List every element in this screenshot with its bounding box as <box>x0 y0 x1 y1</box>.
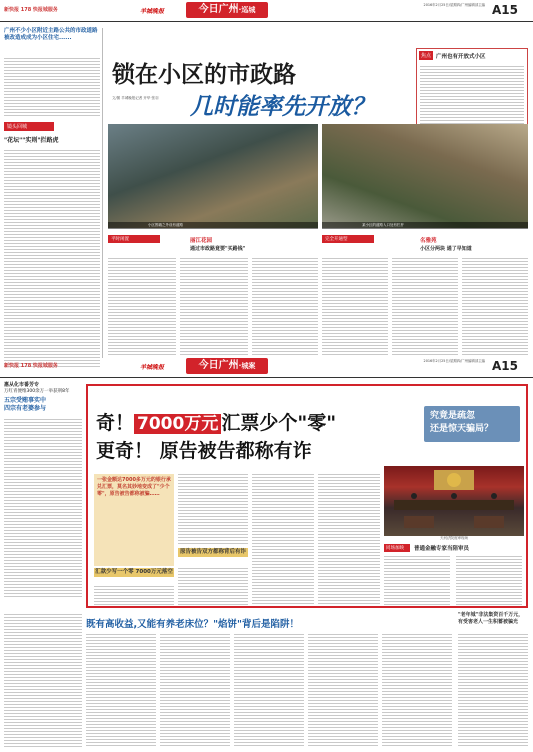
text-col-4 <box>322 256 388 356</box>
feature-box <box>86 384 528 608</box>
court-photo-illustration <box>384 466 524 536</box>
pullquote-1: 汇款少写一个零 7000万元落空 <box>95 569 173 575</box>
bottom-page-header <box>0 356 533 378</box>
expert-col-1 <box>384 554 450 606</box>
top-byline: 文/图 羊城晚报记者 开华 张羽 <box>112 96 159 100</box>
text-col-6 <box>462 256 528 356</box>
section-a-tag: 平时闲置 <box>108 235 160 243</box>
top-main-headline-2: 几时能率先开放？ <box>190 94 374 120</box>
feature-headline-pre: 奇！ <box>96 412 135 434</box>
side-section-tag: 镜头回城 <box>4 122 54 131</box>
lead-body-text <box>94 584 174 606</box>
side-headline-3: 五宗受贿事实中 <box>4 397 47 404</box>
bottom-col-3 <box>234 632 304 748</box>
side-body-text <box>4 417 82 597</box>
body-col-2 <box>178 472 248 546</box>
bottom-col-5 <box>382 632 452 748</box>
court-photo <box>384 466 524 536</box>
page-number: A15 <box>492 3 518 17</box>
section-b-tag: 完全开通型 <box>322 235 374 243</box>
feature-headline-amount: 7000万元 <box>134 414 221 434</box>
text-col-5 <box>392 256 458 356</box>
side-body-text <box>4 148 100 368</box>
side-text-block <box>4 56 100 116</box>
text-col-2 <box>180 256 248 356</box>
text-col-1 <box>108 256 176 356</box>
top-main-headline: 锁在小区的市政路 <box>112 62 296 88</box>
section-a-title: 丽江花园 <box>190 238 213 244</box>
side-sub-title: "花坛""实则"拦路虎 <box>4 137 59 144</box>
expert-col-2 <box>456 554 522 606</box>
bottom-col-2 <box>160 632 230 748</box>
top-photo-caption-1: 小区围墙之外设有道路 <box>108 222 318 229</box>
header-brand: 羊城晚报 <box>140 364 165 371</box>
side-headline-1: 惠从化市番芳专 <box>4 382 40 388</box>
masthead <box>186 358 268 374</box>
section-b-title: 名雅苑 <box>420 238 437 244</box>
feature-headline-2: 更奇！ 原告被告都称有诈 <box>96 440 312 462</box>
page-number: A15 <box>492 359 518 373</box>
text-col-3 <box>252 256 318 356</box>
header-left-ad: 新快报 178 快报城服务 <box>4 7 58 13</box>
body-col-2b <box>178 566 248 606</box>
bottom-side-column <box>4 382 82 608</box>
side-intro: 广州不少小区附近主路公共的市政道路被改造成成为小区住宅...... <box>4 28 98 41</box>
header-date: 2016年2月25日/星期四/广州编辑部主编 <box>423 359 485 363</box>
feature-headline <box>96 408 336 435</box>
top-photo-right <box>322 124 528 228</box>
bottom-col-4 <box>308 632 378 748</box>
expert-title: 普通金融专家当陪审员 <box>414 546 470 552</box>
question-tag <box>424 406 520 442</box>
bottom-col-1 <box>86 632 156 748</box>
question-tag-1: 究竟是疏忽 <box>430 411 476 421</box>
masthead <box>186 2 268 18</box>
body-col-3 <box>252 472 314 606</box>
section-b-sub: 小区分两块 通了早知道 <box>420 246 472 252</box>
top-page-header <box>0 0 533 22</box>
bottom-col-6 <box>458 632 528 748</box>
lead-text: 一张金额达7000多万元的银行承兑汇票，莫名其妙地变成了"少个零"，原告被告都称被骗…… <box>94 474 174 566</box>
bottom-headline-right: "老年城"非法集资百千万元，有受害老人一生积蓄被骗光 <box>458 612 524 625</box>
masthead-main: 今日广州 <box>198 4 239 15</box>
side-headline-4: 四宗有老婆参与 <box>4 405 47 412</box>
pullquote-2: 原告被告双方都称背后有诈 <box>179 549 246 555</box>
top-photo-caption-2: 某小区的道路入口处有栏杆 <box>322 222 528 229</box>
bottom-side-text <box>4 612 82 748</box>
right-box-tag: 焦点 <box>421 53 432 59</box>
side-headline-2: 万红青便维300余万一举获刑8年 <box>4 389 70 394</box>
section-a-sub: 通过市政路竟要"买路钱" <box>190 246 246 252</box>
masthead-sub: ·城案 <box>238 362 256 370</box>
masthead-sub: ·巡城 <box>238 6 256 14</box>
body-col-4 <box>318 472 380 606</box>
top-photo-left <box>108 124 318 228</box>
expert-tag: 同场加映 <box>384 544 410 552</box>
header-date: 2016年2月25日/星期四/广州编辑部主编 <box>423 3 485 7</box>
column-rule <box>102 28 103 358</box>
masthead-main: 今日广州 <box>198 360 239 371</box>
court-photo-caption: 天河法院庭审现场 <box>440 536 468 540</box>
header-left-ad: 新快报 178 快报城服务 <box>4 363 58 369</box>
bottom-headline: 既有高收益,又能有养老床位？"焰饼"背后是陷阱！ <box>86 619 300 630</box>
header-brand: 羊城晚报 <box>140 8 165 15</box>
top-side-column <box>4 28 100 358</box>
question-tag-2: 还是惊天骗局？ <box>430 424 494 434</box>
feature-headline-post: 汇票少个"零" <box>221 412 337 434</box>
right-box-title: 广州也有开放式小区 <box>436 53 486 60</box>
